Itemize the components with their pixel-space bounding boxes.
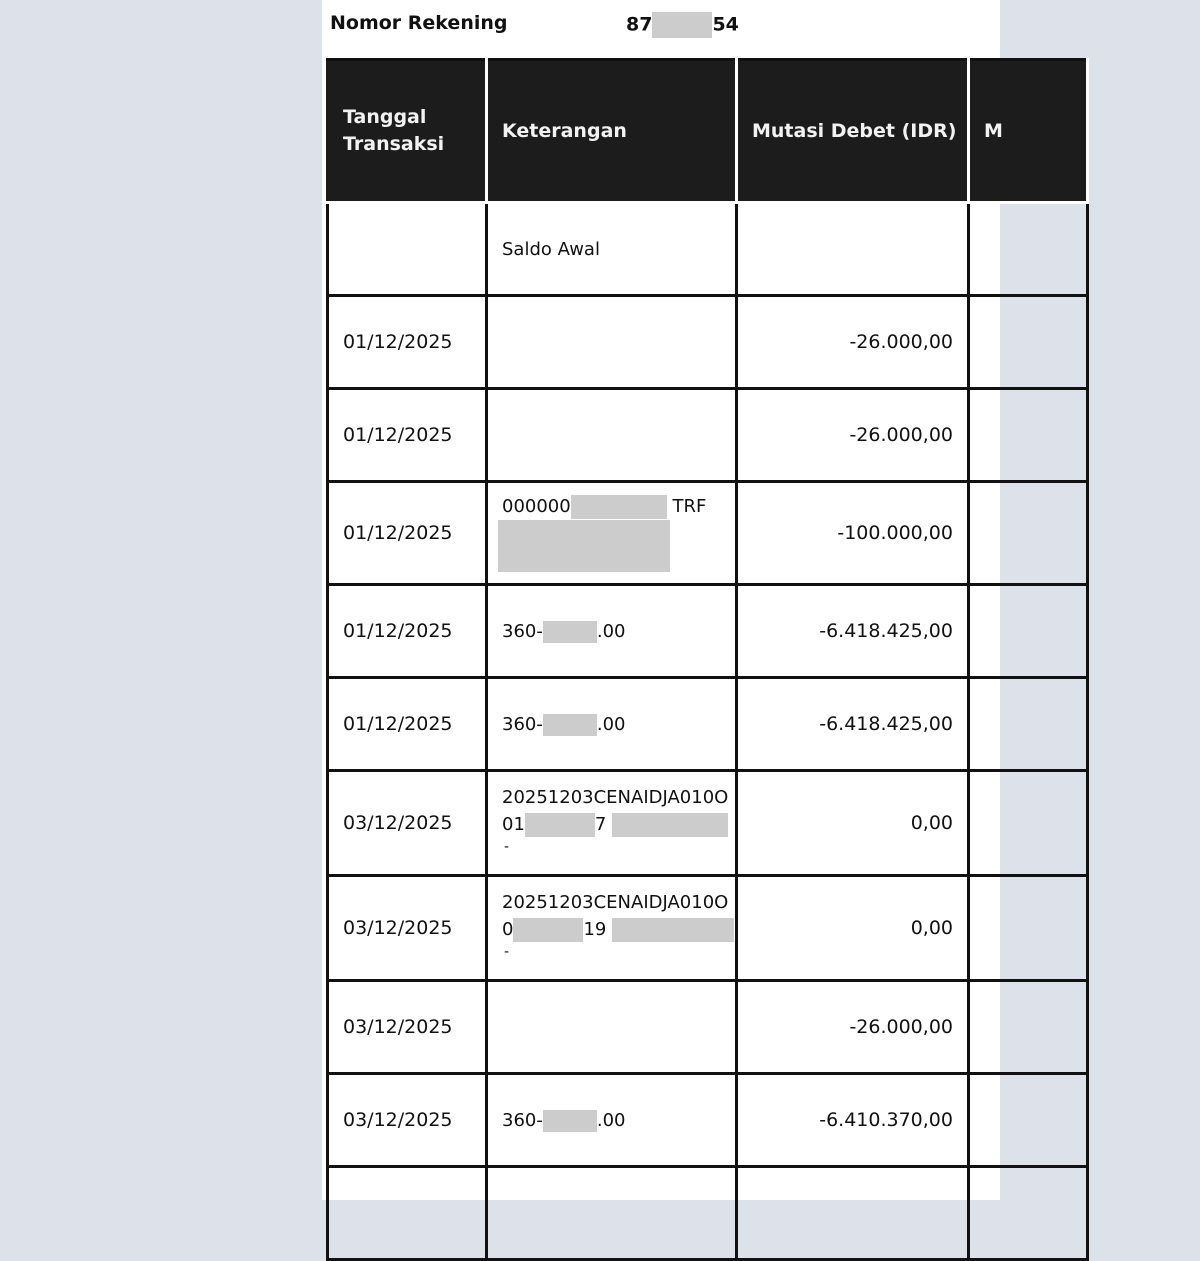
- description-text: 19: [583, 919, 607, 940]
- table-header-row: [328, 60, 1088, 203]
- cell-debit: 0,00: [737, 771, 969, 876]
- description-text: -: [504, 839, 510, 855]
- description-text: 01: [502, 814, 525, 835]
- cell-description: [487, 296, 737, 389]
- table-row: [328, 389, 1088, 482]
- cell-description: [487, 585, 737, 678]
- redaction-mask: [543, 621, 597, 643]
- table-row: [328, 1074, 1088, 1167]
- cell-credit: [969, 981, 1088, 1074]
- cell-date: 01/12/2025: [328, 585, 487, 678]
- table-row: [328, 585, 1088, 678]
- cell-description: [487, 678, 737, 771]
- redaction-mask: [525, 813, 595, 837]
- description-text: .00: [596, 713, 626, 735]
- cell-description: [487, 981, 737, 1074]
- description-text: 360-: [502, 620, 543, 642]
- table-row: [328, 876, 1088, 981]
- cell-credit: [969, 1074, 1088, 1167]
- description-text: .00: [596, 620, 626, 642]
- transaction-table: [326, 58, 1089, 1261]
- cell-date: 01/12/2025: [328, 389, 487, 482]
- cell-credit: [969, 389, 1088, 482]
- cell-date: 01/12/2025: [328, 678, 487, 771]
- header-transaction-date: Tanggal Transaksi: [328, 60, 487, 203]
- cell-credit: [969, 876, 1088, 981]
- cell-description: [487, 203, 737, 296]
- redaction-mask: [543, 714, 597, 736]
- description-text: .00: [596, 1109, 626, 1131]
- table-row: [328, 678, 1088, 771]
- header-debit: Mutasi Debet (IDR): [737, 60, 969, 203]
- cell-description: [487, 482, 737, 585]
- redaction-mask: [498, 520, 670, 572]
- cell-credit: [969, 678, 1088, 771]
- description-text: 360-: [502, 1109, 543, 1131]
- cell-description: [487, 389, 737, 482]
- cell-credit: [969, 482, 1088, 585]
- table-row: [328, 203, 1088, 296]
- cell-debit: [737, 203, 969, 296]
- account-number-suffix: 54: [712, 13, 739, 36]
- cell-debit: -26.000,00: [737, 296, 969, 389]
- cell-date: 03/12/2025: [328, 771, 487, 876]
- account-number-label: Nomor Rekening: [330, 12, 508, 34]
- cell-date: [328, 203, 487, 296]
- cell-credit: [969, 203, 1088, 296]
- statement-page: [322, 0, 1003, 1200]
- cell-date: 03/12/2025: [328, 981, 487, 1074]
- description-line: [502, 493, 735, 520]
- redaction-mask: [513, 918, 583, 942]
- description-text: 360-: [502, 713, 543, 735]
- cell-debit: [737, 1167, 969, 1260]
- cell-date: 01/12/2025: [328, 296, 487, 389]
- description-text: Saldo Awal: [502, 238, 600, 260]
- cell-debit: 0,00: [737, 876, 969, 981]
- cell-description: [487, 1074, 737, 1167]
- description-text: -: [504, 944, 510, 960]
- cell-debit: -6.410.370,00: [737, 1074, 969, 1167]
- table-row: [328, 296, 1088, 389]
- cell-debit: -26.000,00: [737, 389, 969, 482]
- table-row: [328, 771, 1088, 876]
- description-text: TRF: [672, 496, 707, 517]
- cell-debit: -6.418.425,00: [737, 678, 969, 771]
- description-text: 20251203CENAIDJA010O: [502, 892, 729, 913]
- account-number-prefix: 87: [626, 13, 653, 36]
- redaction-mask: [571, 495, 667, 519]
- description-text: 20251203CENAIDJA010O: [502, 787, 729, 808]
- cell-date: 03/12/2025: [328, 876, 487, 981]
- cell-debit: -6.418.425,00: [737, 585, 969, 678]
- cell-debit: -100.000,00: [737, 482, 969, 585]
- cell-credit: [969, 296, 1088, 389]
- description-text: 000000: [502, 496, 571, 517]
- redaction-mask: [543, 1110, 597, 1132]
- cell-description: [487, 771, 737, 876]
- cell-credit: [969, 1167, 1088, 1260]
- table-row: [328, 981, 1088, 1074]
- header-description: Keterangan: [487, 60, 737, 203]
- description-text: 7: [594, 814, 607, 835]
- cell-description: [487, 876, 737, 981]
- cell-debit: -26.000,00: [737, 981, 969, 1074]
- cell-date: 01/12/2025: [328, 482, 487, 585]
- account-number-value: [626, 12, 739, 38]
- redaction-mask: [612, 918, 734, 942]
- table-row: [328, 482, 1088, 585]
- header-credit: M: [969, 60, 1088, 203]
- cell-credit: [969, 771, 1088, 876]
- redaction-mask: [652, 12, 712, 38]
- cell-description: [487, 1167, 737, 1260]
- redaction-mask: [612, 813, 728, 837]
- table-row: [328, 1167, 1088, 1260]
- description-text: 0: [502, 919, 514, 940]
- cell-date: [328, 1167, 487, 1260]
- cell-credit: [969, 585, 1088, 678]
- cell-date: 03/12/2025: [328, 1074, 487, 1167]
